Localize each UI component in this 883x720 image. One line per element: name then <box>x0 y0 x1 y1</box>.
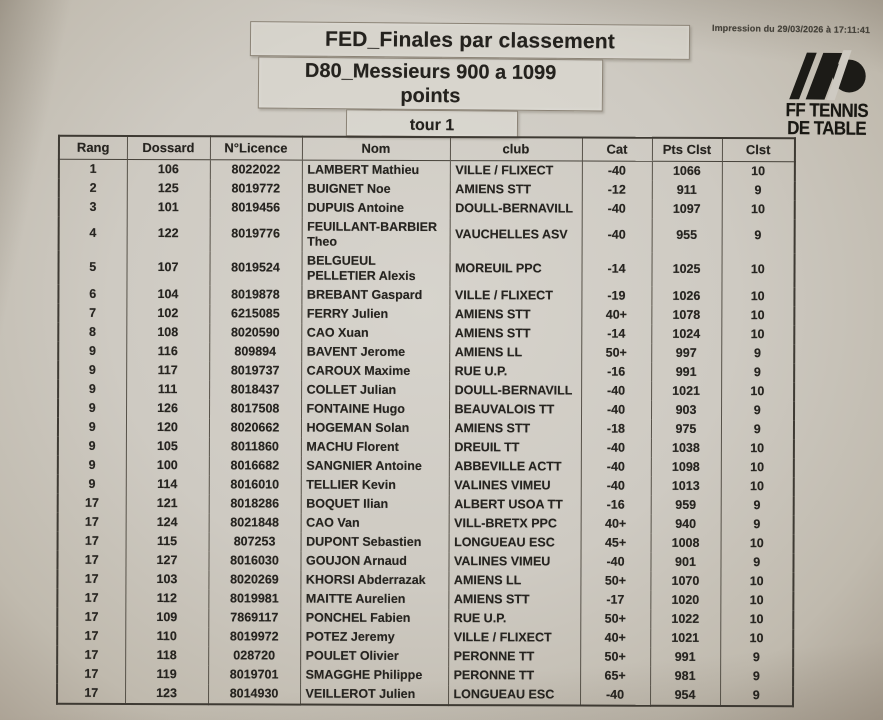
cell-nom: KHORSI Abderrazak <box>300 570 448 590</box>
cell-nom: TELLIER Kevin <box>301 475 449 495</box>
cell-rang: 6 <box>89 286 97 301</box>
cell-dossard: 109 <box>125 608 208 627</box>
cell-licence: 8016010 <box>209 475 301 494</box>
cell-rang: 9 <box>88 476 96 491</box>
table-row <box>59 159 795 181</box>
cell-nom: FEUILLANT-BARBIER Theo <box>302 217 450 252</box>
cell-club: VALINES VIMEU <box>449 476 581 495</box>
cell-pts-clst: 1013 <box>651 476 721 495</box>
cell-dossard: 125 <box>127 179 210 198</box>
cell-pts-clst: 911 <box>652 180 722 199</box>
cell-dossard: 104 <box>126 285 209 304</box>
cell-pts-clst: 1038 <box>651 438 721 457</box>
fftt-emblem-icon <box>786 50 869 101</box>
cell-cat: 50+ <box>580 609 650 628</box>
cell-dossard: 100 <box>126 456 209 475</box>
report-title: FED_Finales par classement <box>324 27 616 53</box>
cell-licence: 8020662 <box>209 418 301 437</box>
cell-rang: 9 <box>88 400 96 415</box>
table-row <box>59 178 795 200</box>
fftt-logo-line1: FF TENNIS <box>785 99 869 122</box>
table-row <box>58 379 794 401</box>
table-row <box>58 531 794 553</box>
cell-rang: 17 <box>84 552 99 567</box>
cell-pts-clst: 1021 <box>651 381 721 400</box>
fftt-logo-text <box>785 99 869 140</box>
results-table <box>56 135 796 707</box>
cell-pts-clst: 1008 <box>651 533 721 552</box>
cell-cat: -14 <box>581 324 651 343</box>
cell-cat: -18 <box>581 419 651 438</box>
cell-pts-clst: 903 <box>651 400 721 419</box>
cell-nom: LAMBERT Mathieu <box>302 160 450 180</box>
cell-cat: -40 <box>581 476 651 495</box>
cell-licence: 7869117 <box>208 608 300 627</box>
cell-clst: 9 <box>720 667 793 686</box>
table-row <box>59 197 795 219</box>
cell-cat: 50+ <box>581 343 651 362</box>
cell-nom: POTEZ Jeremy <box>300 627 448 647</box>
cell-dossard: 112 <box>125 589 208 608</box>
cell-pts-clst: 959 <box>651 495 721 514</box>
table-row <box>57 607 793 629</box>
cell-pts-clst: 1024 <box>651 324 721 343</box>
cell-nom: MAITTE Aurelien <box>300 589 448 609</box>
cell-club: LONGUEAU ESC <box>449 533 581 552</box>
cell-pts-clst: 1025 <box>651 252 721 286</box>
cell-club: AMIENS STT <box>450 180 582 199</box>
table-row <box>57 626 793 648</box>
cell-licence: 8016030 <box>208 551 300 570</box>
division-title-line2: points <box>400 84 461 108</box>
cell-cat: -40 <box>582 218 652 252</box>
cell-clst: 10 <box>721 253 794 287</box>
cell-pts-clst: 975 <box>651 419 721 438</box>
cell-cat: -40 <box>582 199 652 218</box>
cell-clst: 9 <box>721 420 794 439</box>
print-timestamp: Impression du 29/03/2026 à 17:11:41 <box>711 22 871 36</box>
cell-clst: 9 <box>721 363 794 382</box>
cell-club: VAUCHELLES ASV <box>450 218 582 252</box>
cell-club: ALBERT USOA TT <box>449 495 581 514</box>
cell-pts-clst: 954 <box>650 685 720 705</box>
cell-nom: VEILLEROT Julien <box>300 684 448 705</box>
cell-licence: 8019972 <box>208 627 300 646</box>
cell-nom: BOQUET Ilian <box>301 494 449 514</box>
column-header-cat: Cat <box>582 138 652 161</box>
cell-licence: 8021848 <box>209 513 301 532</box>
table-row <box>58 341 794 363</box>
cell-club: LONGUEAU ESC <box>448 685 580 705</box>
cell-clst: 10 <box>721 382 794 401</box>
cell-club: AMIENS LL <box>449 343 581 362</box>
cell-club: RUE U.P. <box>448 609 580 628</box>
cell-pts-clst: 1098 <box>651 457 721 476</box>
cell-club: ABBEVILLE ACTT <box>449 457 581 476</box>
cell-licence: 8016682 <box>209 456 301 475</box>
cell-pts-clst: 997 <box>651 343 721 362</box>
cell-cat: -12 <box>582 180 652 199</box>
cell-cat: 50+ <box>580 571 650 590</box>
cell-nom: SANGNIER Antoine <box>301 456 449 476</box>
cell-licence: 807253 <box>209 532 301 551</box>
cell-club: AMIENS STT <box>449 419 581 438</box>
cell-clst: 9 <box>720 686 793 706</box>
tour-label: tour 1 <box>409 116 455 135</box>
cell-rang: 5 <box>89 259 97 274</box>
cell-nom: COLLET Julian <box>301 380 449 400</box>
cell-rang: 17 <box>84 514 99 529</box>
table-row <box>58 455 794 477</box>
cell-club: PERONNE TT <box>448 647 580 666</box>
cell-clst: 10 <box>720 629 793 648</box>
cell-clst: 9 <box>721 515 794 534</box>
table-row <box>57 683 793 706</box>
cell-pts-clst: 981 <box>650 666 720 685</box>
cell-club: DREUIL TT <box>449 438 581 457</box>
report-title-box <box>250 21 690 60</box>
results-tbody <box>57 159 795 706</box>
cell-rang: 4 <box>89 225 97 240</box>
cell-clst: 10 <box>721 477 794 496</box>
cell-rang: 17 <box>84 685 99 700</box>
cell-club: DOULL-BERNAVILL <box>449 381 581 400</box>
cell-club: VILL-BRETX PPC <box>449 514 581 533</box>
cell-cat: -14 <box>581 252 651 286</box>
cell-licence: 809894 <box>209 342 301 361</box>
cell-pts-clst: 991 <box>650 647 720 666</box>
table-row <box>58 417 794 439</box>
cell-licence: 8019701 <box>208 665 300 684</box>
cell-rang: 17 <box>84 647 99 662</box>
cell-rang: 17 <box>84 628 99 643</box>
cell-nom: BAVENT Jerome <box>301 342 449 362</box>
table-row <box>57 588 793 610</box>
cell-clst: 10 <box>720 572 793 591</box>
cell-nom: CAO Xuan <box>301 323 449 343</box>
cell-cat: -40 <box>581 381 651 400</box>
cell-dossard: 106 <box>127 159 210 179</box>
cell-nom: CAROUX Maxime <box>301 361 449 381</box>
cell-licence: 8011860 <box>209 437 301 456</box>
cell-rang: 17 <box>84 666 99 681</box>
cell-dossard: 117 <box>126 361 209 380</box>
cell-licence: 8017508 <box>209 399 301 418</box>
column-header-licence: N°Licence <box>210 136 302 159</box>
cell-licence: 8019981 <box>208 589 300 608</box>
column-header-nom: Nom <box>302 137 450 161</box>
table-row <box>58 322 794 344</box>
cell-nom: BELGUEUL PELLETIER Alexis <box>301 251 449 286</box>
cell-pts-clst: 1026 <box>651 286 721 305</box>
cell-pts-clst: 1070 <box>650 571 720 590</box>
cell-pts-clst: 991 <box>651 362 721 381</box>
cell-cat: -40 <box>582 161 652 181</box>
cell-rang: 3 <box>89 199 97 214</box>
cell-rang: 17 <box>84 495 99 510</box>
cell-clst: 9 <box>721 344 794 363</box>
cell-licence: 8019524 <box>209 251 301 285</box>
cell-rang: 9 <box>88 381 96 396</box>
cell-rang: 17 <box>84 533 99 548</box>
table-row <box>57 569 793 591</box>
cell-cat: -19 <box>581 286 651 305</box>
column-header-club: club <box>450 137 582 161</box>
table-row <box>58 512 794 534</box>
cell-nom: POULET Olivier <box>300 646 448 666</box>
cell-dossard: 111 <box>126 380 209 399</box>
cell-licence: 8022022 <box>210 159 302 179</box>
cell-dossard: 120 <box>126 418 209 437</box>
cell-dossard: 105 <box>126 437 209 456</box>
cell-pts-clst: 1097 <box>652 199 722 218</box>
cell-dossard: 110 <box>125 627 208 646</box>
cell-dossard: 102 <box>126 304 209 323</box>
cell-pts-clst: 1021 <box>650 628 720 647</box>
table-row <box>58 474 794 496</box>
cell-rang: 9 <box>88 457 96 472</box>
cell-cat: -40 <box>581 438 651 457</box>
cell-cat: 45+ <box>581 533 651 552</box>
cell-cat: 40+ <box>581 305 651 324</box>
cell-clst: 9 <box>722 219 795 253</box>
cell-club: PERONNE TT <box>448 666 580 685</box>
cell-nom: DUPONT Sebastien <box>301 532 449 552</box>
cell-licence: 8019737 <box>209 361 301 380</box>
cell-cat: 40+ <box>580 628 650 647</box>
table-row <box>59 216 795 253</box>
cell-rang: 17 <box>84 590 99 605</box>
cell-club: VILLE / FLIXECT <box>450 160 582 180</box>
cell-licence: 8020269 <box>208 570 300 589</box>
cell-clst: 10 <box>721 534 794 553</box>
cell-licence: 8019776 <box>210 217 302 251</box>
cell-licence: 8019772 <box>210 179 302 198</box>
cell-dossard: 123 <box>125 684 208 704</box>
cell-club: VILLE / FLIXECT <box>449 286 581 305</box>
cell-cat: -16 <box>581 495 651 514</box>
cell-cat: -40 <box>580 552 650 571</box>
cell-nom: FERRY Julien <box>301 304 449 324</box>
cell-clst: 10 <box>721 306 794 325</box>
cell-dossard: 107 <box>126 251 209 285</box>
cell-clst: 10 <box>722 161 795 181</box>
cell-rang: 9 <box>88 343 96 358</box>
cell-dossard: 108 <box>126 323 209 342</box>
cell-dossard: 126 <box>126 399 209 418</box>
cell-clst: 10 <box>720 610 793 629</box>
cell-clst: 10 <box>720 591 793 610</box>
cell-dossard: 103 <box>125 570 208 589</box>
cell-nom: DUPUIS Antoine <box>302 198 450 218</box>
cell-clst: 9 <box>721 401 794 420</box>
table-row <box>57 645 793 667</box>
cell-club: DOULL-BERNAVILL <box>450 199 582 218</box>
cell-nom: BUIGNET Noe <box>302 179 450 199</box>
cell-clst: 9 <box>720 648 793 667</box>
cell-pts-clst: 901 <box>650 552 720 571</box>
table-row <box>58 360 794 382</box>
cell-cat: -40 <box>581 457 651 476</box>
cell-licence: 8019456 <box>210 198 302 217</box>
cell-licence: 8014930 <box>208 684 300 704</box>
cell-club: BEAUVALOIS TT <box>449 400 581 419</box>
cell-rang: 7 <box>89 305 97 320</box>
tour-title-box <box>346 109 518 137</box>
division-title-box <box>258 56 603 111</box>
cell-rang: 9 <box>88 419 96 434</box>
cell-dossard: 124 <box>126 513 209 532</box>
cell-dossard: 116 <box>126 342 209 361</box>
cell-pts-clst: 1020 <box>650 590 720 609</box>
cell-nom: HOGEMAN Solan <box>301 418 449 438</box>
cell-licence: 8018437 <box>209 380 301 399</box>
cell-club: AMIENS STT <box>449 305 581 324</box>
cell-rang: 8 <box>89 324 97 339</box>
cell-rang: 1 <box>89 161 97 176</box>
cell-nom: FONTAINE Hugo <box>301 399 449 419</box>
cell-cat: -17 <box>580 590 650 609</box>
header-row <box>59 136 795 162</box>
cell-dossard: 114 <box>126 475 209 494</box>
column-header-dossard: Dossard <box>127 136 210 159</box>
cell-licence: 8018286 <box>209 494 301 513</box>
table-row <box>57 550 793 572</box>
cell-licence: 8020590 <box>209 323 301 342</box>
cell-dossard: 127 <box>125 551 208 570</box>
cell-clst: 9 <box>722 181 795 200</box>
cell-dossard: 118 <box>125 646 208 665</box>
cell-pts-clst: 1078 <box>651 305 721 324</box>
cell-licence: 8019878 <box>209 285 301 304</box>
cell-clst: 9 <box>721 496 794 515</box>
fftt-logo <box>777 49 878 140</box>
cell-nom: BREBANT Gaspard <box>301 285 449 305</box>
cell-dossard: 121 <box>126 494 209 513</box>
cell-cat: -40 <box>580 685 650 705</box>
cell-cat: -40 <box>581 400 651 419</box>
table-row <box>58 436 794 458</box>
cell-clst: 10 <box>721 439 794 458</box>
cell-dossard: 101 <box>127 198 210 217</box>
cell-club: VALINES VIMEU <box>448 552 580 571</box>
cell-rang: 2 <box>89 180 97 195</box>
column-header-pts-clst: Pts Clst <box>652 138 722 161</box>
cell-cat: -16 <box>581 362 651 381</box>
cell-dossard: 122 <box>127 217 210 251</box>
cell-club: AMIENS STT <box>449 324 581 343</box>
cell-clst: 9 <box>720 553 793 572</box>
cell-rang: 9 <box>88 438 96 453</box>
cell-nom: MACHU Florent <box>301 437 449 457</box>
cell-licence: 028720 <box>208 646 300 665</box>
cell-cat: 65+ <box>580 666 650 685</box>
cell-pts-clst: 1022 <box>650 609 720 628</box>
cell-dossard: 115 <box>126 532 209 551</box>
cell-club: MOREUIL PPC <box>449 252 581 286</box>
cell-club: AMIENS LL <box>448 571 580 590</box>
cell-pts-clst: 940 <box>651 514 721 533</box>
fftt-logo-line2: DE TABLE <box>787 117 867 140</box>
cell-dossard: 119 <box>125 665 208 684</box>
cell-cat: 40+ <box>581 514 651 533</box>
table-row <box>58 398 794 420</box>
cell-clst: 10 <box>721 287 794 306</box>
cell-club: RUE U.P. <box>449 362 581 381</box>
division-title-line1: D80_Messieurs 900 a 1099 <box>304 59 557 85</box>
cell-club: AMIENS STT <box>448 590 580 609</box>
cell-clst: 10 <box>721 325 794 344</box>
cell-pts-clst: 955 <box>652 218 722 252</box>
cell-clst: 10 <box>721 458 794 477</box>
cell-licence: 6215085 <box>209 304 301 323</box>
table-row <box>58 303 794 325</box>
table-row <box>57 664 793 686</box>
cell-pts-clst: 1066 <box>652 161 722 181</box>
table-row <box>58 493 794 515</box>
table-row <box>58 284 794 306</box>
cell-rang: 9 <box>88 362 96 377</box>
cell-rang: 17 <box>84 609 99 624</box>
cell-clst: 10 <box>722 200 795 219</box>
cell-nom: CAO Van <box>301 513 449 533</box>
cell-club: VILLE / FLIXECT <box>448 628 580 647</box>
table-row <box>58 250 794 287</box>
column-header-clst: Clst <box>722 138 795 161</box>
cell-rang: 17 <box>84 571 99 586</box>
cell-nom: SMAGGHE Philippe <box>300 665 448 685</box>
cell-nom: GOUJON Arnaud <box>300 551 448 571</box>
column-header-rang: Rang <box>59 136 127 159</box>
cell-nom: PONCHEL Fabien <box>300 608 448 628</box>
cell-cat: 50+ <box>580 647 650 666</box>
